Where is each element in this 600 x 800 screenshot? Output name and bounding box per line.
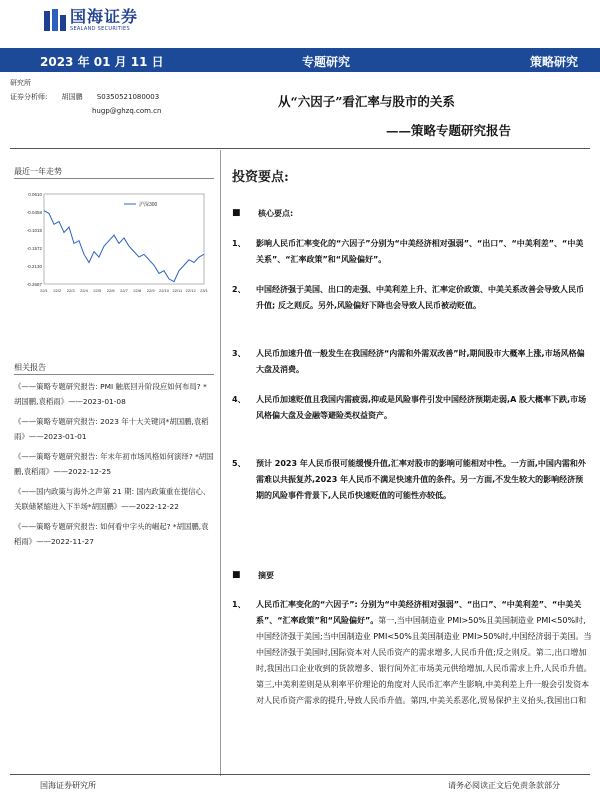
key-point-number: 1、 bbox=[232, 239, 246, 248]
related-report-date: ——2022-12-22 bbox=[121, 501, 179, 511]
summary-label: 摘要 bbox=[258, 571, 274, 580]
summary-body bbox=[232, 597, 592, 709]
chart-y-tick-label: 0.0610 bbox=[28, 192, 42, 197]
related-report-item[interactable] bbox=[14, 450, 214, 479]
brand-name-en: SEALAND SECURITIES bbox=[70, 25, 130, 32]
chart-y-tick-label: -0.1572 bbox=[26, 246, 42, 251]
trend-chart bbox=[14, 186, 214, 302]
related-reports bbox=[14, 380, 214, 555]
key-point-text: 人民币加速升值一般发生在我国经济“内需和外需双改善”时,期间股市大概率上涨,市场风格偏大盘及消费。 bbox=[256, 349, 585, 374]
logo-mark-icon bbox=[44, 9, 66, 31]
footer-disclaimer: 请务必阅读正文后免责条款部分 bbox=[448, 781, 560, 790]
key-point-number: 3、 bbox=[232, 349, 246, 358]
chart-legend-label: 沪深300 bbox=[139, 202, 158, 208]
related-report-item[interactable] bbox=[14, 380, 214, 409]
related-heading-rule bbox=[14, 374, 214, 375]
analyst-info bbox=[10, 76, 171, 118]
square-bullet-icon: ■ bbox=[232, 208, 241, 218]
summary-number: 1、 bbox=[232, 600, 246, 609]
key-point-2 bbox=[232, 282, 588, 314]
key-point-number: 4、 bbox=[232, 395, 246, 404]
analyst-email[interactable]: hugp@ghzq.com.cn bbox=[92, 107, 162, 115]
chart-x-tick-label: 22/12 bbox=[185, 288, 196, 293]
chart-x-tick-label: 22/4 bbox=[80, 288, 88, 293]
chart-x-tick-label: 22/8 bbox=[133, 288, 142, 293]
brand-name-cn: 国海证券 bbox=[70, 6, 139, 26]
chart-x-tick-label: 22/9 bbox=[146, 288, 155, 293]
key-point-text: 预计 2023 年人民币很可能缓慢升值,汇率对股市的影响可能相对中性。一方面,中国内需和外需难以共振复苏,2023 年人民币不满足快速升值的条件。另一方面,不发生较大的影响经济预期的风险事件背景下,人民币快速贬值的可能性亦较低。 bbox=[256, 459, 586, 500]
chart-plot-frame bbox=[44, 194, 204, 284]
report-type: 专题研究 bbox=[302, 55, 351, 69]
trend-heading: 最近一年走势 bbox=[14, 167, 62, 176]
key-point-1 bbox=[232, 236, 588, 268]
report-date: 2023 年 01 月 11 日 bbox=[40, 55, 164, 69]
chart-x-tick-label: 22/10 bbox=[158, 288, 170, 293]
related-report-item[interactable] bbox=[14, 415, 214, 444]
footer-institute: 国海证券研究所 bbox=[40, 781, 96, 790]
related-report-text: 《——策略专题研究报告: 2023 年十大关键词*胡国鹏,袁稻雨》 bbox=[14, 417, 209, 441]
related-report-text: 《——策略专题研究报告: 年末年初市场风格如何演绎? *胡国鹏,袁稻雨》 bbox=[14, 452, 214, 476]
key-point-4 bbox=[232, 392, 588, 424]
header-band bbox=[0, 48, 600, 72]
key-points-heading: 投资要点: bbox=[232, 170, 289, 185]
core-points-label: 核心要点: bbox=[258, 209, 294, 218]
chart-x-tick-label: 22/3 bbox=[66, 288, 75, 293]
report-subtitle: ——策略专题研究报告 bbox=[386, 123, 512, 138]
analyst-name: 胡国鹏 bbox=[61, 93, 83, 101]
related-report-date: ——2023-01-01 bbox=[28, 431, 87, 441]
summary-lead: 人民币汇率变化的“六因子”: 分别为“中美经济相对强弱”、“出口”、“中美利差”、“中美关系”、“汇率政策”和“风险偏好”。 bbox=[256, 600, 582, 625]
related-report-text: 《——策略专题研究报告: 如何看中字头的崛起? *胡国鹏,袁稻雨》 bbox=[14, 522, 209, 546]
key-point-text: 人民币加速贬值且我国内需疲弱,抑或是风险事件引发中国经济预期走弱,A 股大概率下跌,市场风格偏大盘及金融等避险类权益资产。 bbox=[256, 395, 587, 420]
square-bullet-icon: ■ bbox=[232, 570, 241, 580]
brand-logo bbox=[44, 4, 138, 36]
related-report-date: ——2022-12-25 bbox=[53, 466, 112, 476]
column-divider bbox=[220, 150, 221, 776]
chart-y-tick-label: -0.2687 bbox=[26, 282, 42, 287]
title-divider bbox=[10, 148, 590, 149]
related-report-date: ——2023-01-08 bbox=[68, 396, 126, 406]
analyst-license: S0350521080003 bbox=[96, 93, 160, 101]
chart-x-tick-label: 22/7 bbox=[120, 288, 128, 293]
summary-text: 第一,当中国制造业 PMI>50%且美国制造业 PMI<50%时,中国经济强于美国;当中国制造业 PMI<50%且美国制造业 PMI>50%时,中国经济弱于美国。当中国经济强于美国时,国际资本对人民币资产的需求增多,人民币升值;反之则反。第二,出口增加时,我国出口企业收到的货款增多、银行间外汇市场美元供给增加,人民币需求上升,人民币升值。第三,中美利差则是从利率平价理论的角度对人民币汇率产生影响,中美利差上升一般会引发资本对人民币资产需求的提升,导致人民币升值。第四,中美关系恶化,贸易保护主义抬头,我国出口和 bbox=[256, 616, 592, 705]
chart-x-tick-label: 22/1 bbox=[40, 288, 48, 293]
key-point-3 bbox=[232, 346, 588, 378]
chart-series-line bbox=[44, 211, 204, 282]
related-report-item[interactable] bbox=[14, 520, 214, 549]
key-point-number: 5、 bbox=[232, 459, 246, 468]
related-report-text: 《——国内政策与海外之声第 21 期: 国内政策重在提信心、关联储紧缩进入下半场*胡国鹏》 bbox=[14, 487, 211, 511]
related-report-text: 《——策略专题研究报告: PMI 触底回升阶段应如何布局? *胡国鹏,袁稻雨》 bbox=[14, 382, 207, 406]
key-point-text: 影响人民币汇率变化的“六因子”分别为“中美经济相对强弱”、“出口”、“中美利差”、“中美关系”、“汇率政策”和“风险偏好”。 bbox=[256, 239, 584, 264]
report-title: 从“六因子”看汇率与股市的关系 bbox=[278, 94, 455, 109]
key-point-5 bbox=[232, 456, 588, 504]
chart-x-tick-label: 22/11 bbox=[172, 288, 183, 293]
key-point-text: 中国经济强于美国、出口的走强、中美利差上升、汇率定价政策、中美关系改善会导致人民币升值; 反之则反。另外,风险偏好下降也会导致人民币被动贬值。 bbox=[256, 285, 584, 310]
footer-divider bbox=[10, 774, 590, 775]
chart-x-tick-label: 22/5 bbox=[93, 288, 102, 293]
chart-y-tick-label: -0.1015 bbox=[26, 228, 42, 233]
related-report-item[interactable] bbox=[14, 485, 214, 514]
related-heading: 相关报告 bbox=[14, 363, 46, 372]
related-report-date: ——2022-11-27 bbox=[36, 536, 94, 546]
trend-heading-rule bbox=[14, 178, 214, 179]
analyst-role: 证券分析师: bbox=[10, 93, 48, 101]
chart-y-tick-label: -0.2130 bbox=[26, 264, 42, 269]
chart-x-tick-label: 22/6 bbox=[106, 288, 115, 293]
chart-x-tick-label: 22/2 bbox=[53, 288, 62, 293]
chart-x-tick-label: 23/1 bbox=[200, 288, 208, 293]
key-point-number: 2、 bbox=[232, 285, 246, 294]
chart-y-tick-label: -0.0458 bbox=[26, 210, 42, 215]
institute: 研究所 bbox=[10, 79, 31, 87]
report-category: 策略研究 bbox=[529, 55, 578, 69]
